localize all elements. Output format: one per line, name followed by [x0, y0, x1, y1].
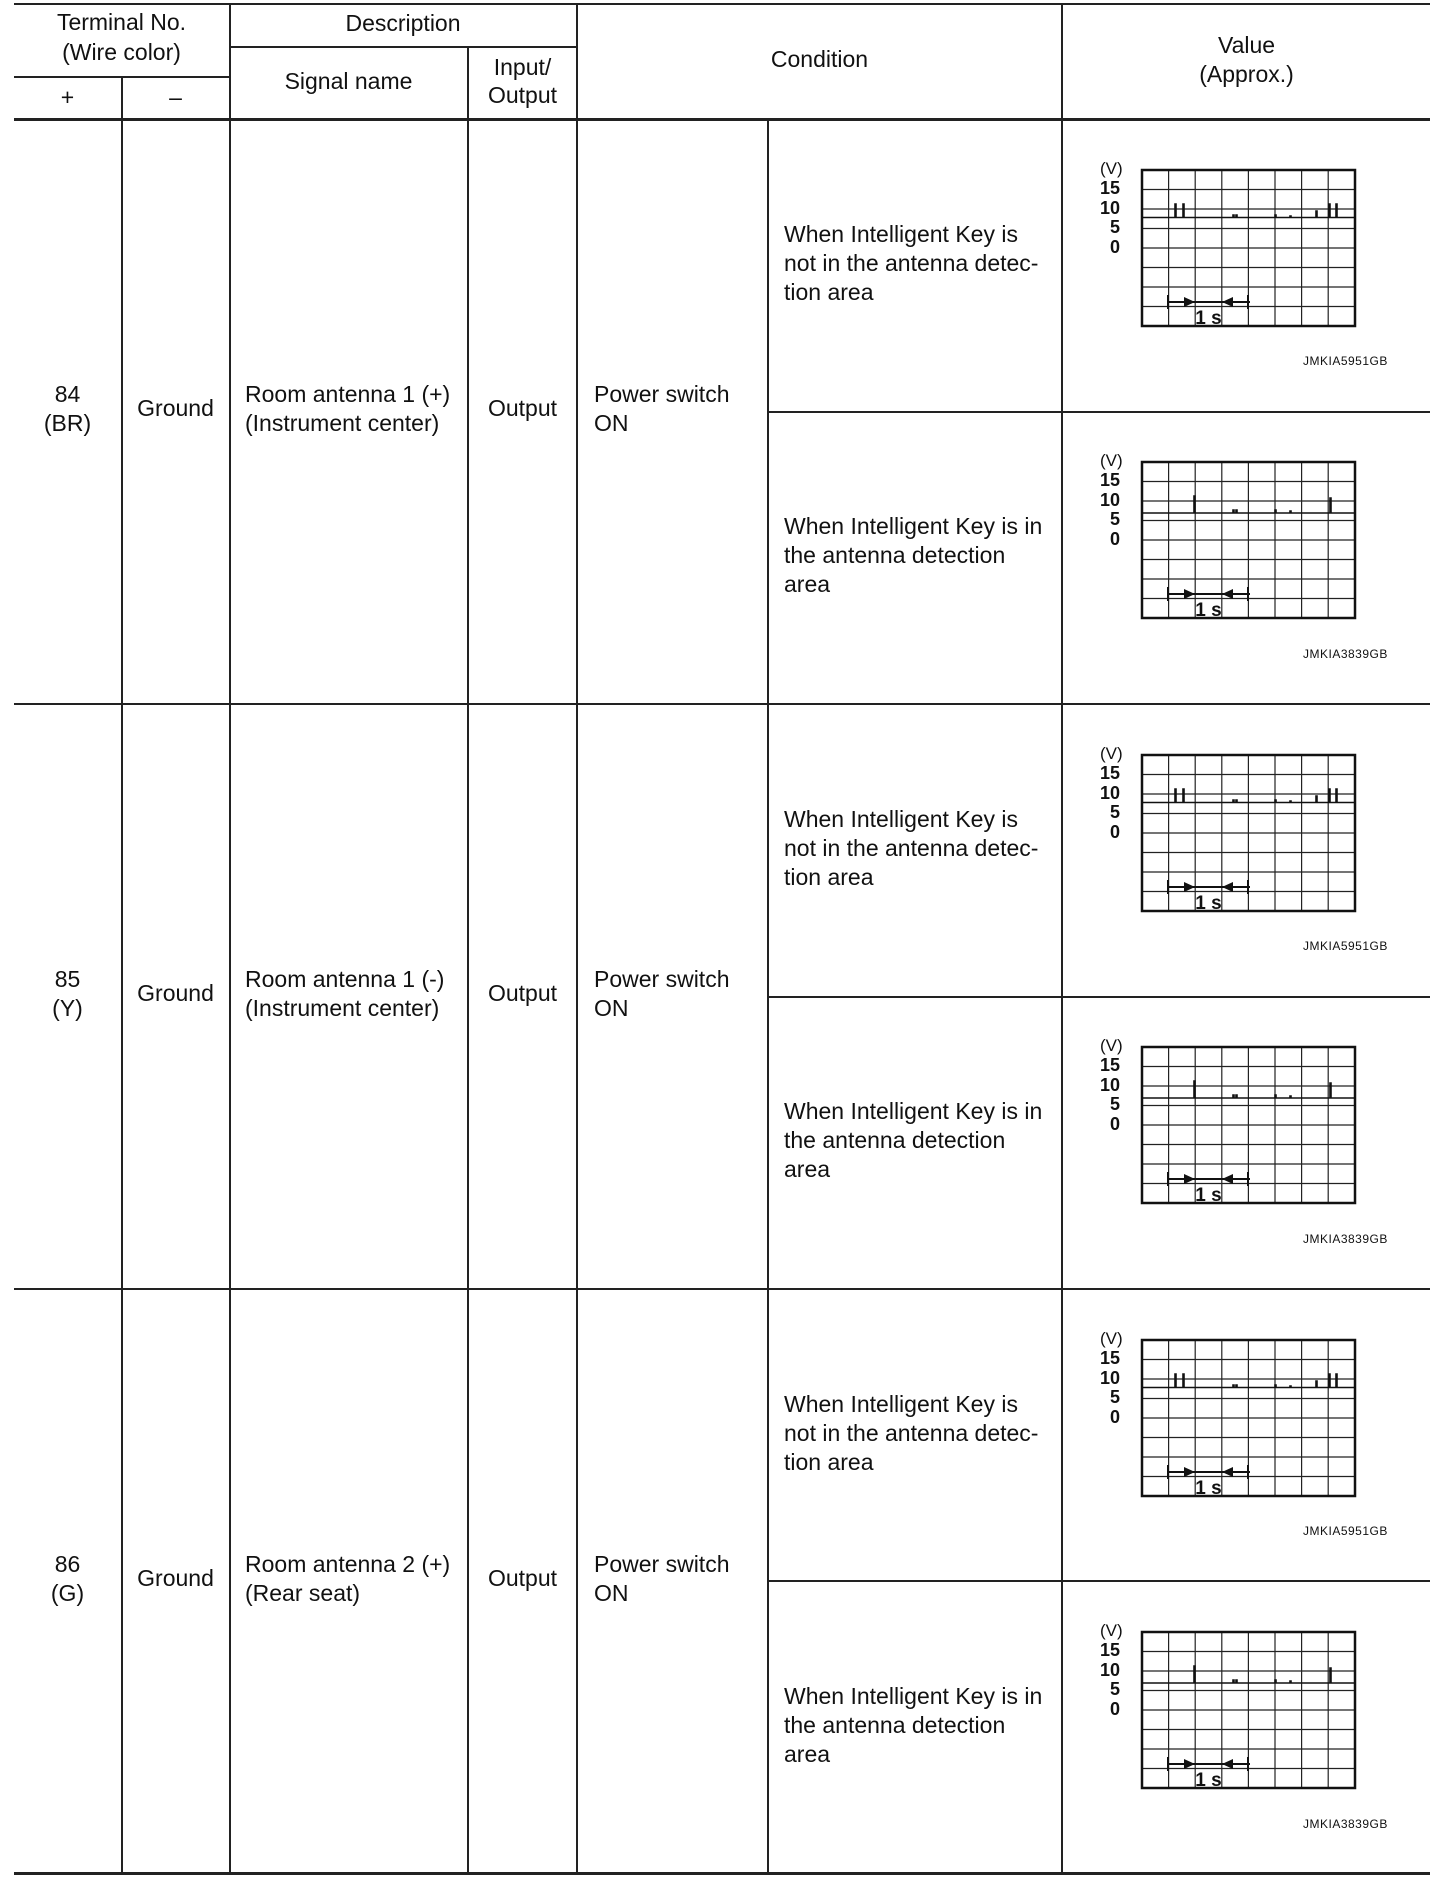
- condition-divider-1: [768, 411, 1430, 413]
- power-condition-line1: Power switch: [594, 381, 730, 407]
- figure-code: JMKIA3839GB: [1303, 1817, 1388, 1831]
- key-condition-line1: When Intelligent Key is in: [784, 1098, 1043, 1124]
- key-condition-line2: the antenna detection: [784, 542, 1006, 568]
- col-divider-signal-io: [467, 47, 469, 1873]
- power-condition-line1: Power switch: [594, 966, 730, 992]
- figure-code: JMKIA5951GB: [1303, 939, 1388, 953]
- signal-name-line2: (Instrument center): [245, 995, 440, 1021]
- signal-name-line2: (Rear seat): [245, 1580, 361, 1606]
- figure-code: JMKIA5951GB: [1303, 1524, 1388, 1538]
- condition-divider-2: [768, 996, 1430, 998]
- key-condition-line1: When Intelligent Key is in: [784, 1683, 1043, 1709]
- key-condition-line1: When Intelligent Key is: [784, 806, 1018, 832]
- terminal-number: 84: [54, 381, 81, 407]
- power-condition-line1: Power switch: [594, 1551, 730, 1577]
- io-type: Output: [487, 980, 558, 1006]
- col-divider-condition-sub: [767, 119, 769, 1873]
- figure-code: JMKIA5951GB: [1303, 354, 1388, 368]
- signal-name-line1: Room antenna 2 (+): [245, 1551, 451, 1577]
- col-divider-description-condition: [576, 4, 578, 1873]
- col-divider-plus-minus: [121, 77, 123, 1873]
- col-divider-terminal-description: [229, 4, 231, 1873]
- power-condition-line2: ON: [594, 995, 629, 1021]
- key-condition-line2: the antenna detection: [784, 1712, 1006, 1738]
- waveform-graph: [1100, 745, 1370, 915]
- waveform-graph: [1100, 160, 1370, 330]
- wire-color: (BR): [43, 410, 92, 436]
- key-condition-line2: the antenna detection: [784, 1127, 1006, 1153]
- row-divider-2: [14, 1288, 1430, 1290]
- key-condition-line3: area: [784, 1156, 831, 1182]
- condition-divider-3: [768, 1580, 1430, 1582]
- ground-terminal: Ground: [137, 395, 214, 421]
- waveform-graph: [1100, 452, 1370, 622]
- wire-color: (Y): [52, 995, 83, 1021]
- waveform-graph: [1100, 1330, 1370, 1500]
- figure-code: JMKIA3839GB: [1303, 1232, 1388, 1246]
- key-condition-line3: area: [784, 571, 831, 597]
- header-bottom-border: [14, 118, 1430, 121]
- waveform-graph: [1100, 1622, 1370, 1792]
- power-condition-line2: ON: [594, 410, 629, 436]
- header-description: Description: [345, 10, 461, 36]
- key-condition-line1: When Intelligent Key is: [784, 1391, 1018, 1417]
- table-bottom-border: [14, 1872, 1430, 1875]
- key-condition-line3: area: [784, 1741, 831, 1767]
- key-condition-line3: tion area: [784, 864, 874, 890]
- header-terminal-no: Terminal No.: [56, 9, 187, 35]
- header-condition: Condition: [770, 46, 869, 72]
- header-plus: +: [60, 84, 75, 110]
- row-divider-1: [14, 703, 1430, 705]
- waveform-graph: [1100, 1037, 1370, 1207]
- terminal-number: 86: [54, 1551, 81, 1577]
- terminal-number: 85: [54, 966, 81, 992]
- signal-name-line2: (Instrument center): [245, 410, 440, 436]
- io-type: Output: [487, 395, 558, 421]
- ground-terminal: Ground: [137, 1565, 214, 1591]
- header-input-output-line2: Output: [487, 82, 558, 108]
- power-condition-line2: ON: [594, 1580, 629, 1606]
- io-type: Output: [487, 1565, 558, 1591]
- key-condition-line2: not in the antenna detec-: [784, 250, 1039, 276]
- key-condition-line3: tion area: [784, 279, 874, 305]
- key-condition-line3: tion area: [784, 1449, 874, 1475]
- header-value-line1: Value: [1217, 32, 1276, 58]
- col-divider-condition-value: [1061, 4, 1063, 1873]
- table-top-border: [14, 3, 1430, 5]
- header-divider-description: [229, 46, 576, 48]
- ground-terminal: Ground: [137, 980, 214, 1006]
- key-condition-line1: When Intelligent Key is in: [784, 513, 1043, 539]
- signal-name-line1: Room antenna 1 (-): [245, 966, 445, 992]
- key-condition-line1: When Intelligent Key is: [784, 221, 1018, 247]
- header-minus: –: [169, 84, 182, 110]
- key-condition-line2: not in the antenna detec-: [784, 835, 1039, 861]
- header-wire-color: (Wire color): [62, 39, 181, 65]
- key-condition-line2: not in the antenna detec-: [784, 1420, 1039, 1446]
- signal-name-line1: Room antenna 1 (+): [245, 381, 451, 407]
- header-input-output-line1: Input/: [493, 54, 552, 80]
- wire-color: (G): [50, 1580, 85, 1606]
- figure-code: JMKIA3839GB: [1303, 647, 1388, 661]
- header-signal-name: Signal name: [284, 68, 413, 94]
- header-value-line2: (Approx.): [1199, 61, 1294, 87]
